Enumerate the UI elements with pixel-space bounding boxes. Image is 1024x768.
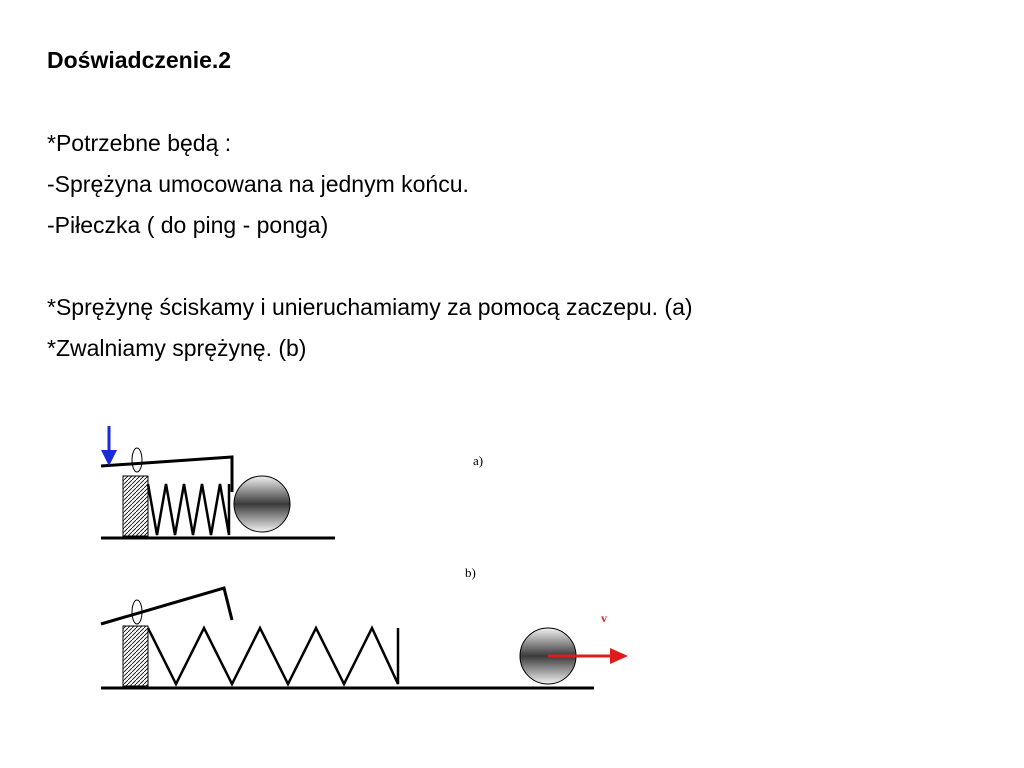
ball-a: [234, 476, 290, 532]
spring-experiment-figure: [96, 418, 641, 700]
slide-title: Doświadczenie.2: [47, 47, 232, 73]
panel-b: [101, 565, 628, 688]
step-compress: *Sprężynę ściskamy i unieruchamiamy za pomocą zaczepu. (a): [47, 294, 693, 320]
wall-a: [123, 476, 148, 536]
velocity-label: v: [601, 611, 607, 625]
requirement-ball: -Piłeczka ( do ping - ponga): [47, 212, 329, 238]
requirements-heading: *Potrzebne będą :: [47, 130, 232, 156]
spring-extended: [148, 628, 398, 684]
latch-lever-b: [101, 588, 232, 624]
step-release: *Zwalniamy sprężynę. (b): [47, 335, 307, 361]
requirement-spring: -Sprężyna umocowana na jednym końcu.: [47, 171, 469, 197]
wall-b: [123, 626, 148, 686]
panel-a: [101, 426, 483, 538]
push-arrow: [101, 426, 117, 466]
spring-compressed: [148, 484, 229, 535]
latch-pin-a: [132, 448, 142, 472]
label-a: a): [473, 453, 484, 468]
label-b: b): [465, 565, 476, 580]
